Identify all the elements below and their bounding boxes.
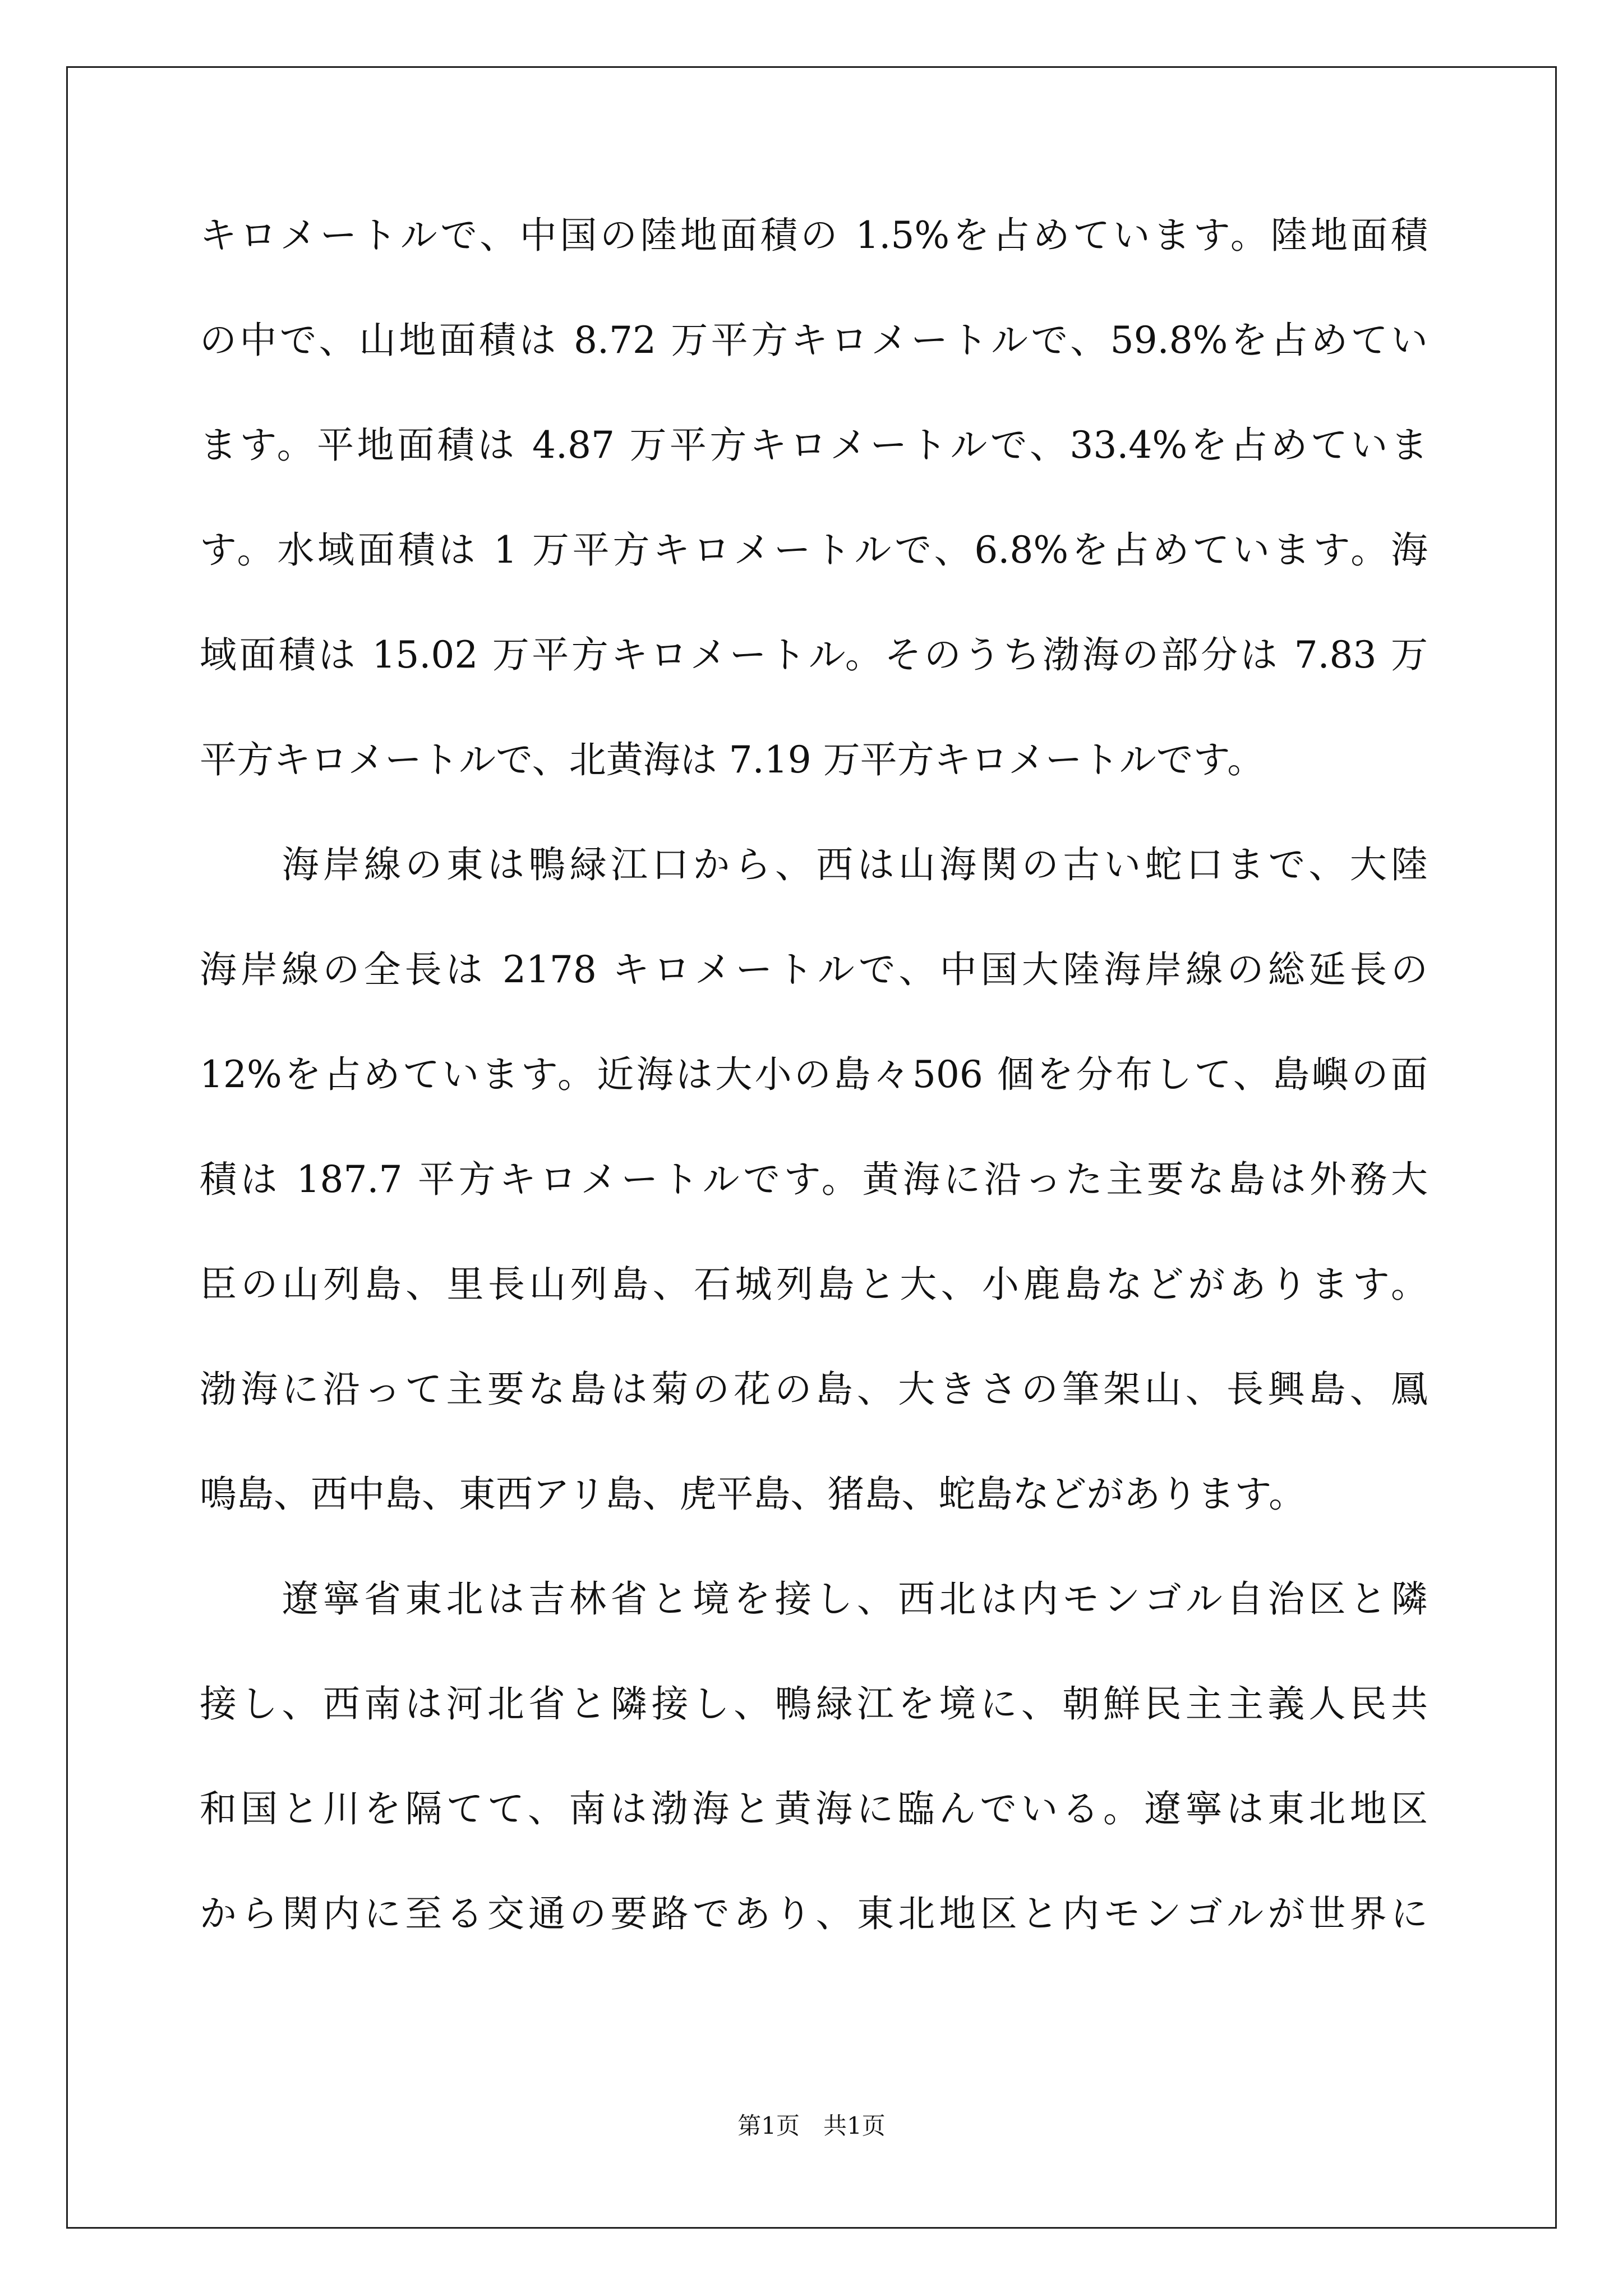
text-line: キロメートルで、中国の陸地面積の 1.5%を占めています。陸地面積 (200, 214, 1428, 257)
text-line: ます。平地面積は 4.87 万平方キロメートルで、33.4%を占めていま (200, 424, 1428, 467)
text-line: 平方キロメートルで、北黄海は 7.19 万平方キロメートルです。 (200, 738, 1265, 781)
text-line: から関内に至る交通の要路であり、東北地区と内モンゴルが世界に (200, 1892, 1428, 1935)
text-line: 接し、西南は河北省と隣接し、鴨緑江を境に、朝鮮民主主義人民共 (200, 1682, 1428, 1726)
text-line: の中で、山地面積は 8.72 万平方キロメートルで、59.8%を占めてい (200, 319, 1428, 362)
document-body (200, 210, 1428, 1994)
text-line: 渤海に沿って主要な島は菊の花の島、大きさの筆架山、長興島、鳳 (200, 1368, 1428, 1411)
text-line: 域面積は 15.02 万平方キロメートル。そのうち渤海の部分は 7.83 万 (200, 633, 1428, 677)
text-line: 鳴島、西中島、東西アリ島、虎平島、猪島、蛇島などがあります。 (200, 1473, 1306, 1516)
text-line: 和国と川を隔てて、南は渤海と黄海に臨んでいる。遼寧は東北地区 (200, 1787, 1428, 1830)
page-number-footer: 第1页 共1页 (737, 2112, 886, 2139)
text-line: す。水域面積は 1 万平方キロメートルで、6.8%を占めています。海 (200, 528, 1428, 572)
text-line: 海岸線の全長は 2178 キロメートルで、中国大陸海岸線の総延長の (200, 948, 1428, 991)
text-line: 海岸線の東は鴨緑江口から、西は山海関の古い蛇口まで、大陸 (200, 843, 1428, 886)
text-line: 遼寧省東北は吉林省と境を接し、西北は内モンゴル自治区と隣 (200, 1577, 1428, 1621)
text-line: 臣の山列島、里長山列島、石城列島と大、小鹿島などがあります。 (200, 1263, 1428, 1306)
text-line: 12%を占めています。近海は大小の島々506 個を分布して、島嶼の面 (200, 1053, 1428, 1096)
text-line: 積は 187.7 平方キロメートルです。黄海に沿った主要な島は外務大 (200, 1158, 1428, 1201)
